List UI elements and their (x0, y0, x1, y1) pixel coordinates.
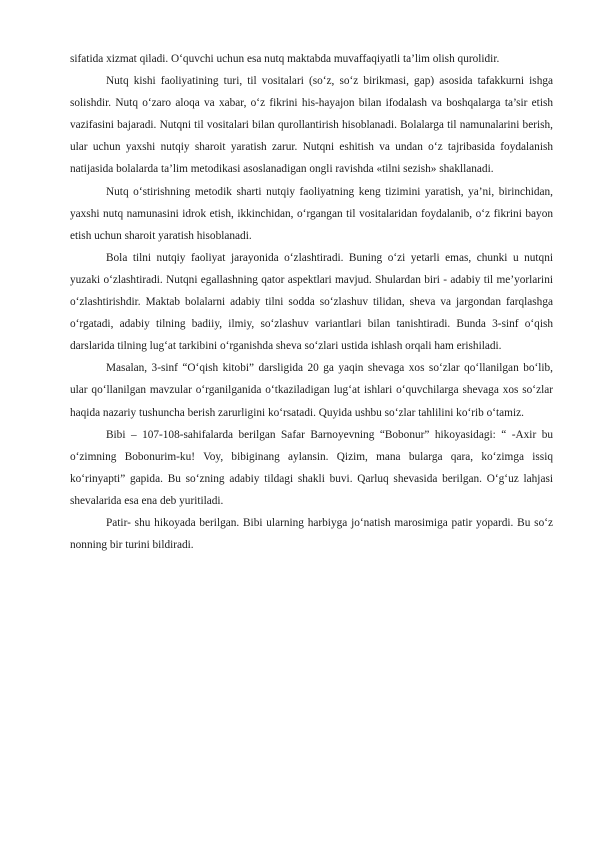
paragraph-7: Patir- shu hikoyada berilgan. Bibi ularning harbiyga jo‘natish marosimiga patir yopardi. Bu so‘z nonning bir turini bildiradi. (70, 516, 553, 552)
paragraph-2: Nutq kishi faoliyatining turi, til vositalari (so‘z, so‘z birikmasi, gap) asosida tafakkurni ishga solishdir. Nutq o‘zaro aloqa va xabar, o‘z fikrini his-hayajon bilan ifodalash va boshqalarga ta’sir etish vazifasini bajaradi. Nutqni til vositalari bilan qurollantirish hisoblanadi. Bolalarga til namunalarini berish, ular uchun yaxshi nutqiy sharoit yaratish zarur. Nutqni eshitish va undan o‘z tajribasida foydalanish natijasida bolalarda ta’lim metodikasi asoslanadigan ongli ravishda «tilni sezish» shakllanadi. (70, 75, 553, 176)
document-body (70, 48, 553, 556)
paragraph-3: Nutq o‘stirishning metodik sharti nutqiy faoliyatning keng tizimini yaratish, ya’ni, birinchidan, yaxshi nutq namunasini idrok etish, ikkinchidan, o‘rgangan til vositalaridan foydalanib, o‘z fikrini bayon etish uchun sharoit yaratish hisoblanadi. (70, 185, 553, 242)
paragraph-5: Masalan, 3-sinf “O‘qish kitobi” darsligida 20 ga yaqin shevaga xos so‘zlar qo‘llanilgan bo‘lib, ular qo‘llanilgan mavzular o‘rganilganida o‘tkaziladigan lug‘at ishlari o‘quvchilarga shevaga xos so‘zlar haqida nazariy tushuncha berish zarurligini ko‘rsatadi. Quyida ushbu so‘zlar tahlilini ko‘rib o‘tamiz. (70, 362, 553, 419)
paragraph-4: Bola tilni nutqiy faoliyat jarayonida o‘zlashtiradi. Buning o‘zi yetarli emas, chunki u nutqni yuzaki o‘zlashtiradi. Nutqni egallashning qator aspektlari mavjud. Shulardan biri - adabiy til me’yorlarini o‘zlashtirishdir. Maktab bolalarni adabiy tilni sodda so‘zlashuv tilidan, sheva va jargondan farqlashga o‘rgatadi, adabiy tilning badiiy, ilmiy, so‘zlashuv variantlari bilan tanishtiradi. Bunda 3-sinf o‘qish darslarida tilning lug‘at tarkibini o‘rganishda sheva so‘zlari ustida ishlash orqali ham erishiladi. (70, 251, 553, 353)
paragraph-6: Bibi – 107-108-sahifalarda berilgan Safar Barnoyevning “Bobonur” hikoyasidagi: “ -Axir bu o‘zimning Bobonurim-ku! Voy, bibiginang aylansin. Qizim, mana bularga qara, ko‘zimga issiq ko‘rinyapti” gapida. Bu so‘zning adabiy tildagi shakli buvi. Qarluq shevasida berilgan. O‘g‘uz lahjasi shevalarida esa ena deb yuritiladi. (70, 428, 553, 507)
paragraph-1: sifatida xizmat qiladi. O‘quvchi uchun esa nutq maktabda muvaffaqiyatli ta’lim olish qurolidir. (70, 53, 500, 65)
